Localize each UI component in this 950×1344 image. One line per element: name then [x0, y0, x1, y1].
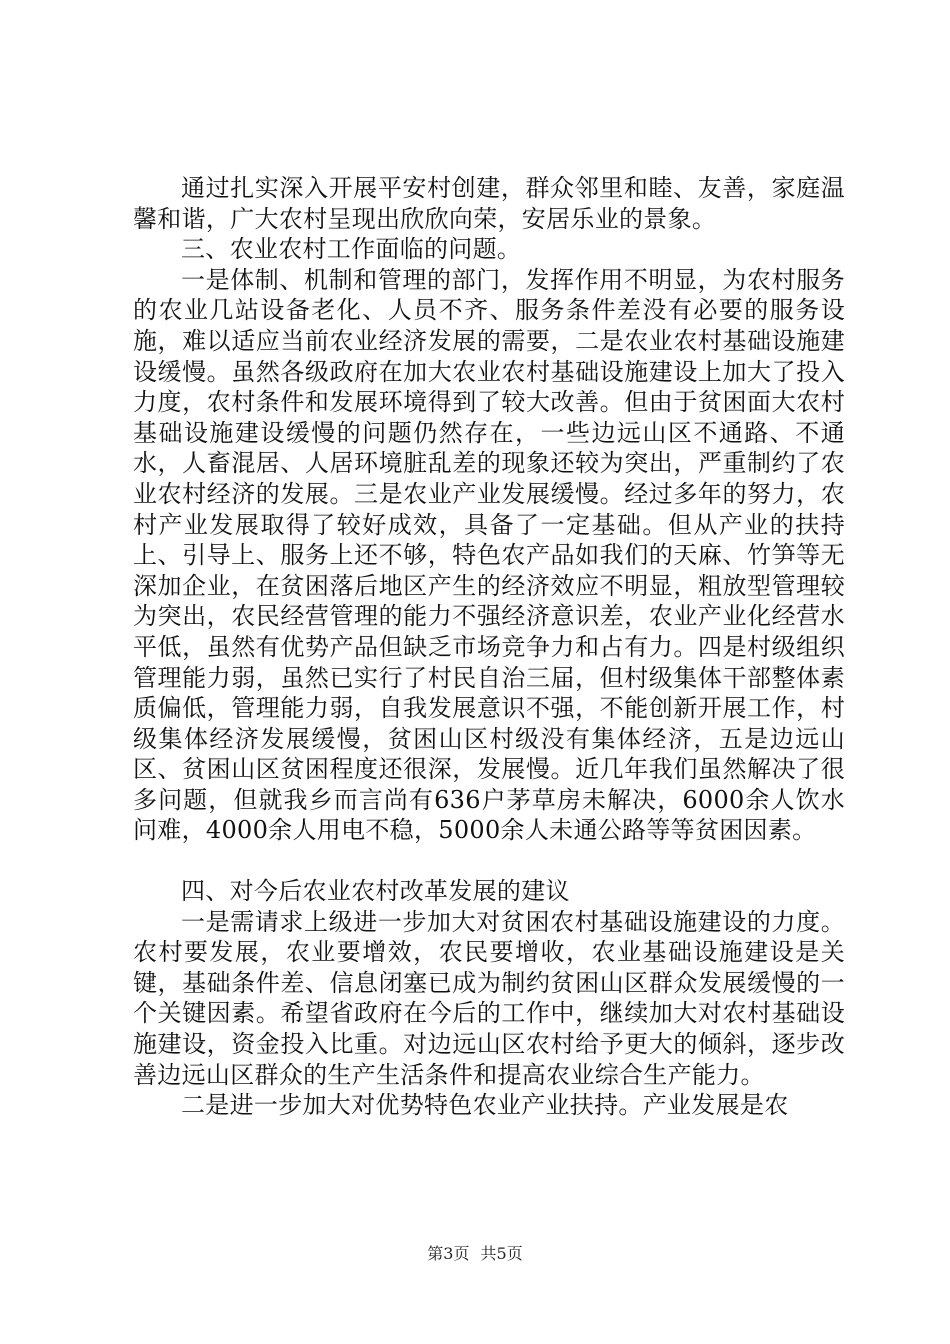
document-body [133, 173, 845, 1121]
section-heading-suggestions: 四、对今后农业农村改革发展的建议 [181, 877, 570, 906]
paragraph-suggestion-infrastructure: 一是需请求上级进一步加大对贫困农村基础设施建设的力度。农村要发展，农业要增效，农民要增收，农业基础设施建设是关键，基础条件差、信息闭塞已成为制约贫困山区群众发展缓慢的一个关键因素。希望省政府在今后的工作中，继续加大对农村基础设施建设，资金投入比重。对边远山区农村给予更大的倾斜，逐步改善边远山区群众的生产生活条件和提高农业综合生产能力。 [133, 907, 845, 1089]
paragraph-gap [133, 846, 845, 876]
page-total: 共5页 [480, 1244, 523, 1263]
page-footer [0, 1244, 950, 1264]
section-heading-problems: 三、农业农村工作面临的问题。 [181, 235, 522, 264]
paragraph-safe-village: 通过扎实深入开展平安村创建，群众邻里和睦、友善，家庭温馨和谐，广大农村呈现出欣欣向荣，安居乐业的景象。 [133, 174, 845, 233]
paragraph-suggestion-industry: 二是进一步加大对优势特色农业产业扶持。产业发展是农 [181, 1091, 789, 1120]
page-number: 第3页 [427, 1244, 470, 1263]
paragraph-problems: 一是体制、机制和管理的部门，发挥作用不明显，为农村服务的农业几站设备老化、人员不齐、服务条件差没有必要的服务设施，难以适应当前农业经济发展的需要，二是农业农村基础设施建设缓慢。虽然各级政府在加大农业农村基础设施建设上加大了投入力度，农村条件和发展环境得到了较大改善。但由于贫困面大农村基础设施建设缓慢的问题仍然存在，一些边远山区不通路、不通水，人畜混居、人居环境脏乱差的现象还较为突出，严重制约了农业农村经济的发展。三是农业产业发展缓慢。经过多年的努力，农村产业发展取得了较好成效，具备了一定基础。但从产业的扶持上、引导上、服务上还不够，特色农产品如我们的天麻、竹笋等无深加企业，在贫困落后地区产生的经济效应不明显，粗放型管理较为突出，农民经营管理的能力不强经济意识差，农业产业化经营水平低，虽然有优势产品但缺乏市场竞争力和占有力。四是村级组织管理能力弱，虽然已实行了村民自治三届，但村级集体干部整体素质偏低，管理能力弱，自我发展意识不强，不能创新开展工作，村级集体经济发展缓慢，贫困山区村级没有集体经济，五是边远山区、贫困山区贫困程度还很深，发展慢。近几年我们虽然解决了很多问题，但就我乡而言尚有636户茅草房未解决，6000余人饮水问难，4000余人用电不稳，5000余人未通公路等等贫困因素。 [133, 265, 845, 845]
